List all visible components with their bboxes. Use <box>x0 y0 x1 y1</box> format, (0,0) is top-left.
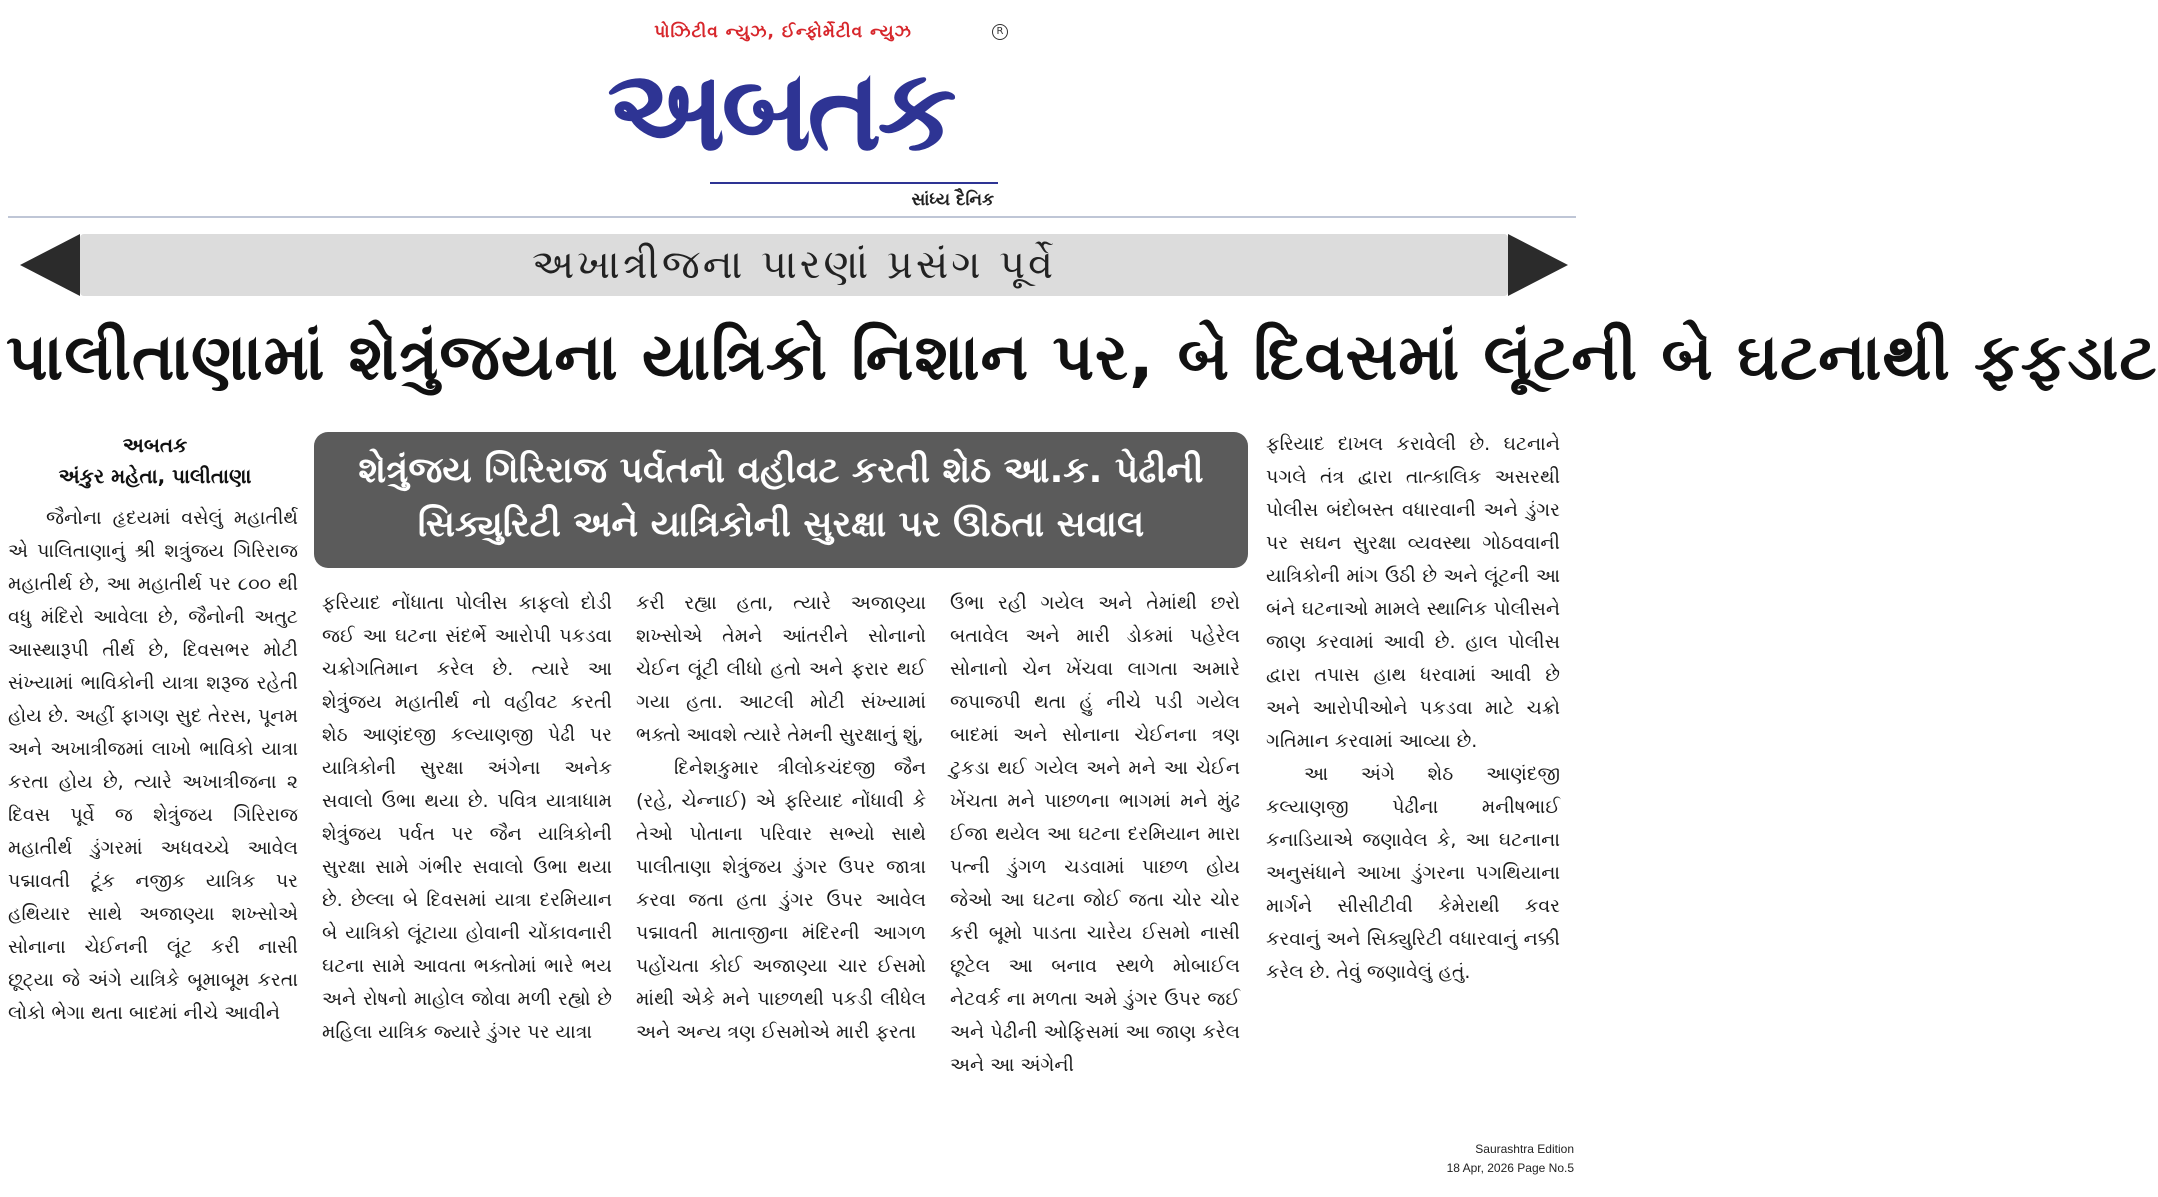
column-3-text-b: દિનેશકુમાર ત્રીલોકચંદજી જૈન (રહે, ચેન્નાઈ) એ ફરિયાદ નોંધાવી કે તેઓ પોતાના પરિવાર સભ્યો સાથે પાલીતાણા શેત્રુંજય ડુંગર ઉપર જાત્રા કરવા જતા હતા ડુંગર ઉપર આવેલ પદ્માવતી માતાજીના મંદિરની આગળ પહોંચતા કોઈ અજાણ્યા ચાર ઈસમો માંથી એકે મને પાછળથી પકડી લીધેલ અને અન્ય ત્રણ ઈસમોએ મારી ફરતા <box>636 757 926 1043</box>
kicker-banner <box>20 234 1568 296</box>
column-4-text: ઉભા રહી ગયેલ અને તેમાંથી છરો બતાવેલ અને મારી ડોકમાં પહેરેલ સોનાનો ચેન ખેંચવા લાગતા અમારે જપાજપી થતા હું નીચે પડી ગયેલ બાદમાં અને સોનાના ચેઈનના ત્રણ ટુકડા થઈ ગયેલ અને મને આ ચેઈન ખેંચતા મને પાછળના ભાગમાં મને મુંઢ ઈજા થયેલ આ ઘટના દરમિયાન મારા પત્ની ડુંગળ ચડવામાં પાછળ હોય જેઓ આ ઘટના જોઈ જતા ચોર ચોર કરી બૂમો પાડતા ચારેય ઈસમો નાસી છૂટેલ આ બનાવ સ્થળે મોબાઈલ નેટવર્ક ના મળતા અમે ડુંગર ઉપર જઈ અને પેઢીની ઓફિસમાં આ જાણ કરેલ અને આ અંગેની <box>950 592 1240 1076</box>
newspaper-logo: અબતક <box>607 46 953 176</box>
edition-name: Saurashtra Edition <box>1475 1142 1574 1156</box>
registered-mark: R <box>992 24 1008 40</box>
column-5-text-a: ફરિયાદ દાખલ કરાવેલી છે. ઘટનાને પગલે તંત્ર દ્વારા તાત્કાલિક અસરથી પોલીસ બંદોબસ્ત વધારવાની અને ડુંગર પર સઘન સુરક્ષા વ્યવસ્થા ગોઠવવાની યાત્રિકોની માંગ ઉઠી છે અને લૂંટની આ બંને ઘટનાઓ મામલે સ્થાનિક પોલીસને જાણ કરવામાં આવી છે. હાલ પોલીસ દ્વારા તપાસ હાથ ધરવામાં આવી છે અને આરોપીઓને પકડવા માટે ચક્રો ગતિમાન કરવામાં આવ્યા છે. <box>1266 433 1560 752</box>
masthead-subtitle: સાંધ્ય દૈનિક <box>911 190 994 210</box>
logo-underline <box>710 182 998 184</box>
column-3-text-a: કરી રહ્યા હતા, ત્યારે અજાણ્યા શખ્સોએ તેમને આંતરીને સોનાનો ચેઈન લૂંટી લીધો હતો અને ફરાર થઈ ગયા હતા. આટલી મોટી સંખ્યામાં ભક્તો આવશે ત્યારે તેમની સુરક્ષાનું શું, <box>636 592 926 746</box>
column-1-text: જૈનોના હૃદયમાં વસેલું મહાતીર્થ એ પાલિતાણાનું શ્રી શત્રુંજય ગિરિરાજ મહાતીર્થ છે, આ મહાતીર્થ પર ૮૦૦ થી વધુ મંદિરો આવેલા છે, જૈનોની અતુટ આસ્થારૂપી તીર્થ છે, દિવસભર મોટી સંખ્યામાં ભાવિકોની યાત્રા શરૂજ રહેતી હોય છે. અહીં ફાગણ સુદ તેરસ, પૂનમ અને અખાત્રીજમાં લાખો ભાવિકો યાત્રા કરતા હોય છે, ત્યારે અખાત્રીજના ૨ દિવસ પૂર્વે જ શેત્રુંજય ગિરિરાજ મહાતીર્થ ડુંગરમાં અધવચ્ચે આવેલ પદ્માવતી ટૂંક નજીક યાત્રિક પર હથિયાર સાથે અજાણ્યા શખ્સોએ સોનાના ચેઈનની લૂંટ કરી નાસી છૂટ્યા જે અંગે યાત્રિકે બૂમાબૂમ કરતા લોકો ભેગા થતા બાદમાં નીચે આવીને <box>8 507 298 1024</box>
byline-reporter: અંકુર મહેતા, પાલીતાણા <box>58 464 252 488</box>
article-column-1 <box>8 502 298 1030</box>
article-column-2 <box>322 587 612 1049</box>
masthead-tagline: પોઝિટીવ ન્યુઝ, ઈન્ફોર્મેટીવ ન્યુઝ <box>654 22 912 42</box>
highlight-box <box>314 432 1248 568</box>
headline: પાલીતાણામાં શેત્રુંજયના યાત્રિકો નિશાન પર, બે દિવસમાં લૂંટની બે ઘટનાથી ફફડાટ <box>6 321 2158 395</box>
kicker-right-arrow <box>1508 234 1568 296</box>
article-column-5 <box>1266 428 1560 989</box>
edition-info <box>1447 1140 1574 1178</box>
byline <box>10 430 300 492</box>
article-column-3 <box>636 587 926 1049</box>
column-2-text: ફરિયાદ નોંધાતા પોલીસ કાફલો દોડી જઈ આ ઘટના સંદર્ભે આરોપી પકડવા ચક્રોગતિમાન કરેલ છે. ત્યારે આ શેત્રુંજય મહાતીર્થ નો વહીવટ કરતી શેઠ આણંદજી કલ્યાણજી પેઢી પર યાત્રિકોની સુરક્ષા અંગેના અનેક સવાલો ઉભા થયા છે. પવિત્ર યાત્રાધામ શેત્રુંજય પર્વત પર જૈન યાત્રિકોની સુરક્ષા સામે ગંભીર સવાલો ઉભા થયા છે. છેલ્લા બે દિવસમાં યાત્રા દરમિયાન બે યાત્રિકો લૂંટાયા હોવાની ચોંકાવનારી ઘટના સામે આવતા ભક્તોમાં ભારે ભય અને રોષનો માહોલ જોવા મળી રહ્યો છે મહિલા યાત્રિક જ્યારે ડુંગર પર યાત્રા <box>322 592 612 1043</box>
byline-source: અબતક <box>122 433 188 457</box>
masthead-divider <box>8 216 1576 218</box>
column-5-text-b: આ અંગે શેઠ આણંદજી કલ્યાણજી પેઢીના મનીષભાઈ કનાડિયાએ જણાવેલ કે, આ ઘટનાના અનુસંધાને આખા ડુંગરના પગથિયાના માર્ગને સીસીટીવી કેમેરાથી કવર કરવાનું અને સિક્યુરિટી વધારવાનું નક્કી કરેલ છે. તેવું જણાવેલું હતું. <box>1266 763 1560 983</box>
article-column-4 <box>950 587 1240 1082</box>
highlight-line-2: સિક્યુરિટી અને યાત્રિકોની સુરક્ષા પર ઊઠતા સવાલ <box>417 504 1145 545</box>
kicker-text: અખાત્રીજના પારણાં પ્રસંગ પૂર્વે <box>531 242 1057 288</box>
masthead <box>560 18 1010 208</box>
highlight-line-1: શેત્રુંજય ગિરિરાજ પર્વતનો વહીવટ કરતી શેઠ આ.ક. પેઢીની <box>358 450 1204 491</box>
kicker-left-arrow <box>20 234 80 296</box>
edition-date-page: 18 Apr, 2026 Page No.5 <box>1446 1161 1574 1175</box>
